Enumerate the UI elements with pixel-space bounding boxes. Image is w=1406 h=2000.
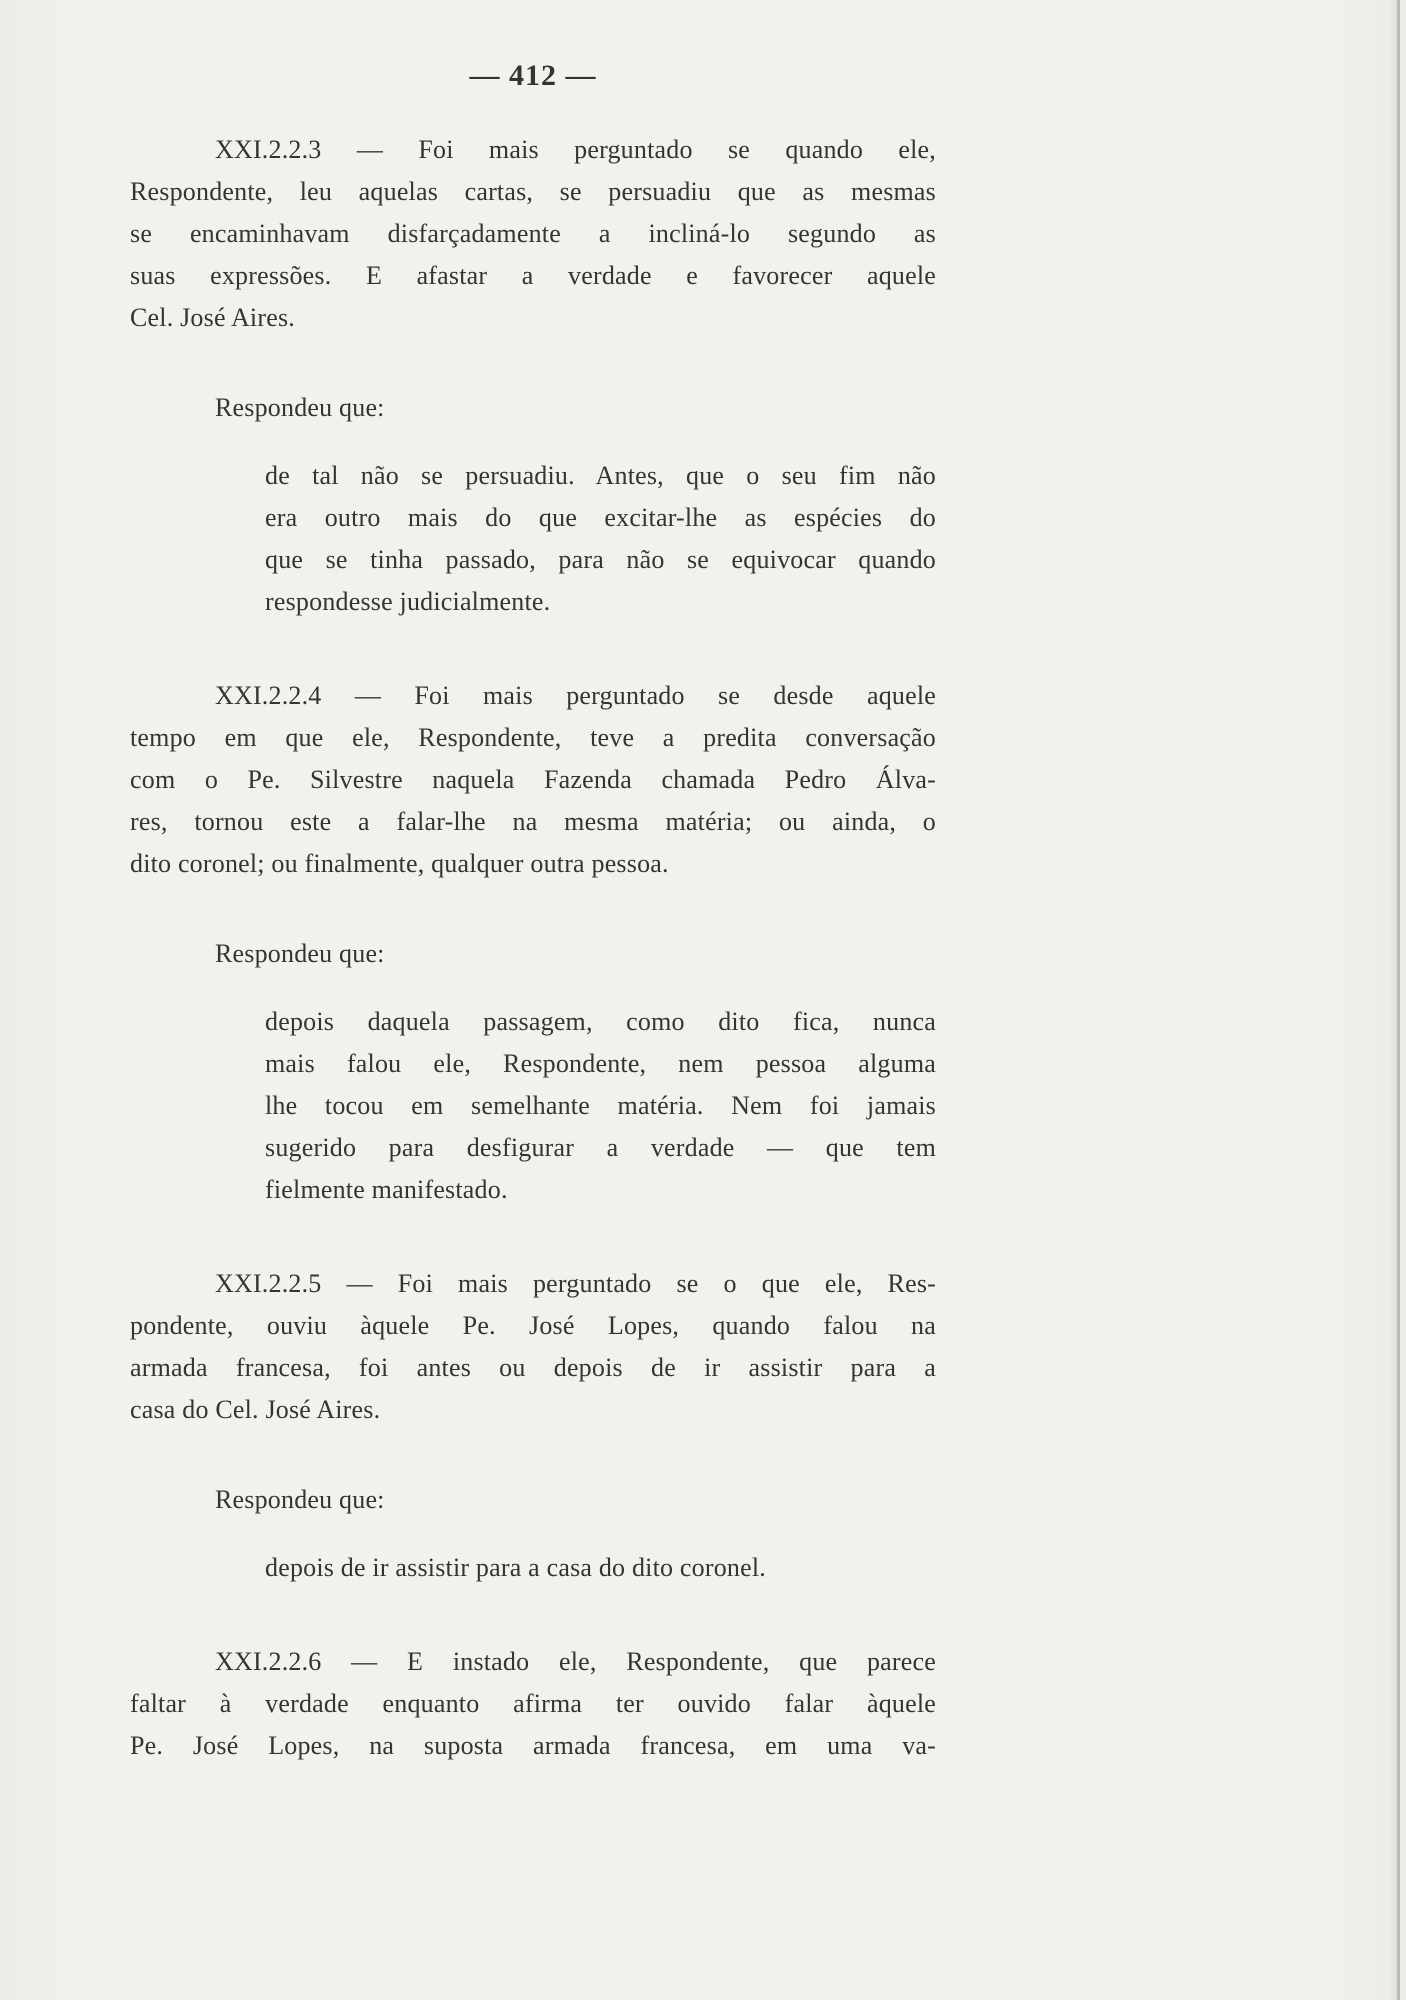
text-line: faltar à verdade enquanto afirma ter ouvido falar àquele xyxy=(130,1689,936,1718)
text-line: sugerido para desfigurar a verdade — que tem xyxy=(265,1133,936,1162)
text-line: respondesse judicialmente. xyxy=(265,587,551,616)
text-line: era outro mais do que excitar-lhe as espécies do xyxy=(265,503,936,532)
text-line: com o Pe. Silvestre naquela Fazenda chamada Pedro Álva- xyxy=(130,765,936,794)
text-line: mais falou ele, Respondente, nem pessoa alguma xyxy=(265,1049,936,1078)
response-xxi-2-2-3 xyxy=(265,455,936,623)
text-line: XXI.2.2.3 — Foi mais perguntado se quando ele, xyxy=(215,135,936,164)
text-line: se encaminhavam disfarçadamente a incliná-lo segundo as xyxy=(130,219,936,248)
paragraph-xxi-2-2-4 xyxy=(130,675,936,885)
text-line: Pe. José Lopes, na suposta armada francesa, em uma va- xyxy=(130,1731,936,1760)
text-line: depois de ir assistir para a casa do dito coronel. xyxy=(265,1553,766,1582)
text-line: de tal não se persuadiu. Antes, que o seu fim não xyxy=(265,461,936,490)
text-line: Cel. José Aires. xyxy=(130,303,295,332)
text-line: pondente, ouviu àquele Pe. José Lopes, quando falou na xyxy=(130,1311,936,1340)
text-column xyxy=(130,55,936,1815)
text-line: XXI.2.2.6 — E instado ele, Respondente, que parece xyxy=(215,1647,936,1676)
paragraph-xxi-2-2-6 xyxy=(130,1641,936,1767)
paragraph-xxi-2-2-3 xyxy=(130,129,936,339)
response-xxi-2-2-5 xyxy=(265,1547,936,1589)
scan-edge-line xyxy=(1397,0,1400,2000)
text-line: suas expressões. E afastar a verdade e favorecer aquele xyxy=(130,261,936,290)
text-line: XXI.2.2.4 — Foi mais perguntado se desde aquele xyxy=(215,681,936,710)
scan-edge-shadow xyxy=(1388,0,1397,2000)
response-label-2 xyxy=(215,933,936,975)
response-label-3 xyxy=(215,1479,936,1521)
text-line: lhe tocou em semelhante matéria. Nem foi jamais xyxy=(265,1091,936,1120)
text-line: res, tornou este a falar-lhe na mesma matéria; ou ainda, o xyxy=(130,807,936,836)
page-number-header: — 412 — xyxy=(469,59,597,92)
text-line: armada francesa, foi antes ou depois de ir assistir para a xyxy=(130,1353,936,1382)
text-line: Respondeu que: xyxy=(215,939,385,968)
paragraph-xxi-2-2-5 xyxy=(130,1263,936,1431)
text-line: que se tinha passado, para não se equivocar quando xyxy=(265,545,936,574)
text-line: XXI.2.2.5 — Foi mais perguntado se o que ele, Res- xyxy=(215,1269,936,1298)
text-line: Respondente, leu aquelas cartas, se persuadiu que as mesmas xyxy=(130,177,936,206)
text-line: depois daquela passagem, como dito fica, nunca xyxy=(265,1007,936,1036)
text-line: Respondeu que: xyxy=(215,1485,385,1514)
text-blocks xyxy=(130,129,936,1767)
text-line: fielmente manifestado. xyxy=(265,1175,508,1204)
text-line: Respondeu que: xyxy=(215,393,385,422)
response-label-1 xyxy=(215,387,936,429)
text-line: tempo em que ele, Respondente, teve a predita conversação xyxy=(130,723,936,752)
response-xxi-2-2-4 xyxy=(265,1001,936,1211)
text-line: dito coronel; ou finalmente, qualquer outra pessoa. xyxy=(130,849,669,878)
text-line: casa do Cel. José Aires. xyxy=(130,1395,381,1424)
